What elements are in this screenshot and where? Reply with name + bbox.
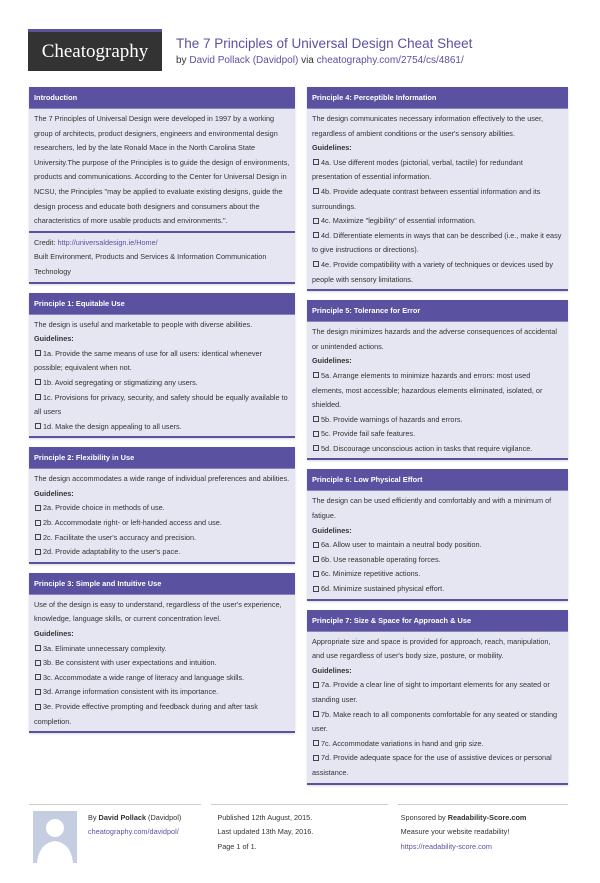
footer-by: By [88, 812, 97, 822]
principle-description: Use of the design is easy to understand, regardless of the user's experience, knowledge, language skills, or current concentration level. [34, 599, 282, 624]
updated-date: Last updated 13th May, 2016. [217, 827, 314, 837]
guideline-item [312, 258, 563, 287]
guideline-item [312, 413, 563, 428]
checkbox[interactable] [313, 261, 319, 267]
section-title: Principle 2: Flexibility in Use [29, 447, 295, 469]
checkbox[interactable] [313, 218, 319, 224]
sponsor-name: Readability-Score.com [447, 812, 527, 822]
guideline-text: 1d. Make the design appealing to all users. [43, 421, 182, 431]
section-title: Introduction [29, 87, 295, 109]
byline [176, 54, 464, 67]
checkbox[interactable] [313, 416, 319, 422]
guideline-item [34, 391, 290, 420]
section-introduction [29, 87, 295, 284]
guideline-text: 3c. Accommodate a wide range of literacy and language skills. [43, 672, 245, 682]
guideline-text: 7d. Provide adequate space for the use of assistive devices or personal assistance. [312, 753, 552, 777]
guideline-item [34, 516, 290, 531]
page-header [0, 0, 600, 87]
principle-description: The design can be used efficiently and comfortably and with a minimum of fatigue. [312, 496, 552, 521]
via-label: via [301, 55, 314, 66]
principle-description: The design communicates necessary information effectively to the user, regardless of ambient conditions or the user's sensory abilities. [312, 114, 544, 138]
checkbox[interactable] [35, 379, 41, 385]
sponsor-tagline: Measure your website readability! [400, 827, 510, 837]
principle-description: The design minimizes hazards and the adverse consequences of accidental or unintended actions. [312, 327, 557, 351]
guideline-text: 4b. Provide adequate contrast between essential information and its surroundings. [312, 186, 541, 211]
guideline-item [34, 642, 290, 657]
guideline-item [312, 553, 563, 568]
published-date: Published 12th August, 2015. [217, 812, 313, 822]
guideline-item [312, 582, 563, 597]
guideline-text: 6b. Use reasonable operating forces. [321, 554, 441, 564]
checkbox[interactable] [313, 431, 319, 437]
checkbox[interactable] [35, 704, 41, 710]
checkbox[interactable] [35, 660, 41, 666]
guideline-text: 6d. Minimize sustained physical effort. [321, 584, 445, 594]
guideline-item [312, 229, 563, 258]
checkbox[interactable] [313, 682, 319, 688]
guidelines-label: Guidelines: [312, 143, 352, 153]
section-title: Principle 1: Equitable Use [29, 293, 295, 315]
principle-description: The design is useful and marketable to people with diverse abilities. [34, 319, 253, 329]
avatar [33, 811, 77, 863]
footer-handle: (Davidpol) [148, 812, 182, 822]
checkbox[interactable] [35, 423, 41, 429]
footer-sponsor [398, 804, 568, 863]
guideline-item [34, 420, 290, 435]
checkbox[interactable] [313, 586, 319, 592]
guideline-text: 2c. Facilitate the user's accuracy and precision. [43, 532, 197, 542]
checkbox[interactable] [313, 711, 319, 717]
by-label: by [176, 55, 187, 66]
intro-credit [29, 233, 295, 282]
cheatography-logo[interactable] [28, 29, 162, 71]
checkbox[interactable] [35, 350, 41, 356]
credit-link[interactable]: http://universaldesign.ie/Home/ [57, 237, 158, 247]
footer-author [29, 804, 201, 863]
guideline-item [312, 678, 563, 707]
content-columns [0, 87, 600, 794]
checkbox[interactable] [35, 505, 41, 511]
checkbox[interactable] [313, 542, 319, 548]
guideline-item [34, 501, 290, 516]
checkbox[interactable] [35, 534, 41, 540]
page-footer [0, 794, 600, 883]
guideline-text: 7c. Accommodate variations in hand and grip size. [321, 738, 484, 748]
section-principle-3 [29, 573, 295, 733]
credit-label: Credit: [34, 237, 56, 247]
principle-description: The design accommodates a wide range of individual preferences and abilities. [34, 474, 290, 484]
guideline-item [312, 751, 563, 780]
checkbox[interactable] [35, 674, 41, 680]
guideline-text: 2b. Accommodate right- or left-handed access and use. [43, 518, 222, 528]
guidelines-label: Guidelines: [312, 356, 352, 366]
guideline-text: 4a. Use different modes (pictorial, verbal, tactile) for redundant presentation of essential information. [312, 157, 523, 182]
section-principle-5 [307, 300, 568, 460]
guideline-text: 5d. Discourage unconscious action in tasks that require vigilance. [321, 443, 533, 453]
guideline-text: 3e. Provide effective prompting and feedback during and after task completion. [34, 702, 258, 726]
guideline-text: 2d. Provide adaptability to the user's pace. [43, 547, 181, 557]
checkbox[interactable] [313, 188, 319, 194]
principle-description: Appropriate size and space is provided for approach, reach, manipulation, and use regardless of user's body size, posture, or mobility. [312, 636, 551, 661]
guideline-text: 3d. Arrange information consistent with its importance. [43, 687, 219, 697]
credit-text: Built Environment, Products and Services & Information Communication Technology [34, 252, 267, 276]
page-number: Page 1 of 1. [217, 841, 257, 851]
guideline-item [34, 700, 290, 729]
guideline-text: 3b. Be consistent with user expectations and intuition. [43, 658, 217, 668]
section-title: Principle 7: Size & Space for Approach & Use [307, 610, 568, 632]
guidelines-label: Guidelines: [34, 629, 74, 639]
guideline-item [34, 545, 290, 560]
guideline-item [34, 376, 290, 391]
checkbox[interactable] [313, 232, 319, 238]
section-principle-4 [307, 87, 568, 291]
guideline-item [312, 185, 563, 214]
section-title: Principle 3: Simple and Intuitive Use [29, 573, 295, 595]
guideline-item [312, 156, 563, 185]
author-link[interactable]: David Pollack (Davidpol) [189, 55, 299, 66]
section-title: Principle 6: Low Physical Effort [307, 469, 568, 491]
guideline-item [312, 214, 563, 229]
guidelines-label: Guidelines: [312, 665, 352, 675]
checkbox[interactable] [35, 549, 41, 555]
guideline-text: 2a. Provide choice in methods of use. [43, 503, 165, 513]
right-column [307, 87, 568, 794]
section-title: Principle 5: Tolerance for Error [307, 300, 568, 322]
guideline-item [312, 442, 563, 457]
checkbox[interactable] [313, 571, 319, 577]
guideline-item [312, 369, 563, 413]
left-column [29, 87, 295, 742]
guideline-text: 1b. Avoid segregating or stigmatizing any users. [43, 377, 198, 387]
guideline-item [34, 671, 290, 686]
avatar-silhouette-icon [33, 811, 77, 863]
section-title: Principle 4: Perceptible Information [307, 87, 568, 109]
section-principle-2 [29, 447, 295, 564]
guideline-text: 6a. Allow user to maintain a neutral body position. [321, 540, 482, 550]
guideline-item [312, 708, 563, 737]
guideline-text: 4c. Maximize "legibility" of essential information. [321, 216, 476, 226]
guideline-item [34, 531, 290, 546]
checkbox[interactable] [313, 445, 319, 451]
guideline-text: 1a. Provide the same means of use for all users: identical whenever possible; equivalent when not. [34, 348, 263, 373]
checkbox[interactable] [35, 520, 41, 526]
guidelines-label: Guidelines: [34, 334, 74, 344]
guideline-text: 5b. Provide warnings of hazards and errors. [321, 414, 463, 424]
guideline-item [312, 737, 563, 752]
guideline-item [34, 347, 290, 376]
guidelines-label: Guidelines: [312, 525, 352, 535]
checkbox[interactable] [313, 372, 319, 378]
guideline-item [312, 567, 563, 582]
guideline-item [312, 538, 563, 553]
section-principle-7 [307, 610, 568, 785]
footer-author-name: David Pollack [98, 812, 146, 822]
checkbox[interactable] [35, 645, 41, 651]
guideline-item [34, 656, 290, 671]
sponsor-link[interactable]: https://readability-score.com [400, 841, 492, 851]
guideline-item [312, 427, 563, 442]
checkbox[interactable] [313, 556, 319, 562]
section-principle-1 [29, 293, 295, 439]
footer-dates [211, 804, 387, 863]
checkbox[interactable] [313, 740, 319, 746]
checkbox[interactable] [313, 159, 319, 165]
sheet-url-link[interactable]: cheatography.com/2754/cs/4861/ [316, 55, 464, 66]
intro-text: The 7 Principles of Universal Design were developed in 1997 by a working group of architects, product designers, engineers and environmental design researchers, led by the late Ronald Mace in the North Carolina State University.The purpose of the Principles is to guide the design of environments, products and communications. According to the Center for Universal Design in NCSU, the Principles "may be applied to evaluate existing designs, guide the design process and educate both designers and consumers about the characteristics of more usable products and environments.". [34, 114, 290, 226]
guideline-text: 5a. Arrange elements to minimize hazards and errors: most used elements, most accessible; hazardous elements eliminated, isolated, or shielded. [312, 370, 543, 410]
section-principle-6 [307, 469, 568, 600]
logo-text: Cheatography [41, 40, 149, 62]
checkbox[interactable] [35, 394, 41, 400]
guideline-text: 3a. Eliminate unnecessary complexity. [43, 643, 167, 653]
guideline-text: 4d. Differentiate elements in ways that can be described (i.e., make it easy to give instructions or directions). [312, 230, 562, 255]
checkbox[interactable] [35, 689, 41, 695]
guideline-item [34, 685, 290, 700]
page-title: The 7 Principles of Universal Design Cheat Sheet [176, 36, 473, 51]
guideline-text: 4e. Provide compatibility with a variety of techniques or devices used by people with sensory limitations. [312, 259, 553, 284]
checkbox[interactable] [313, 755, 319, 761]
guideline-text: 7a. Provide a clear line of sight to important elements for any seated or standing user. [312, 680, 550, 704]
guideline-text: 1c. Provisions for privacy, security, and safety should be equally available to all users [34, 392, 288, 417]
profile-link[interactable]: cheatography.com/davidpol/ [88, 827, 179, 837]
sponsored-label: Sponsored by [400, 812, 446, 822]
guideline-text: 5c. Provide fail safe features. [321, 429, 416, 439]
guidelines-label: Guidelines: [34, 488, 74, 498]
guideline-text: 7b. Make reach to all components comfortable for any seated or standing user. [312, 709, 558, 734]
guideline-text: 6c. Minimize repetitive actions. [321, 569, 421, 579]
